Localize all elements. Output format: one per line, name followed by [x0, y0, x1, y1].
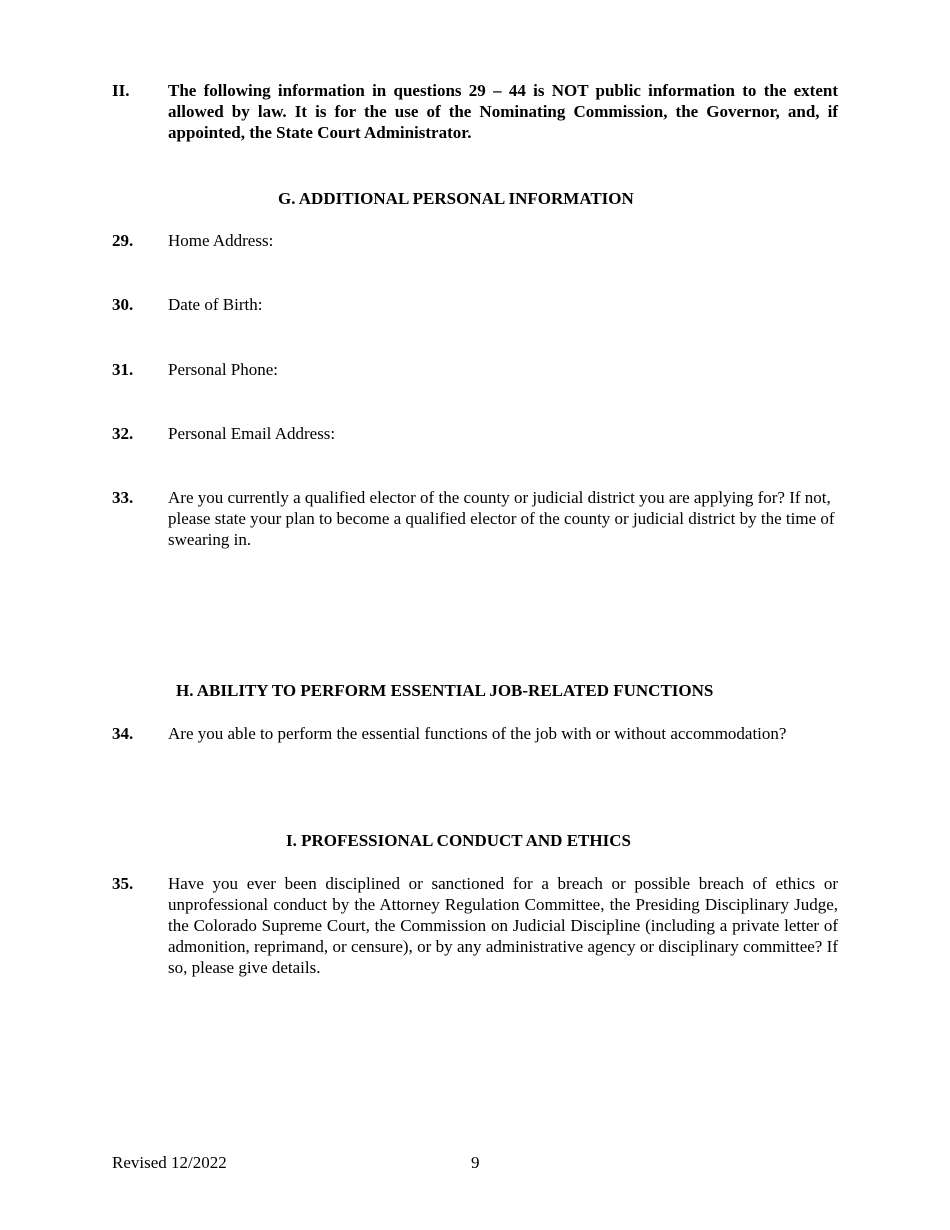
intro-number: II.: [112, 81, 130, 100]
question-text: Home Address:: [168, 231, 274, 250]
revision-date: Revised 12/2022: [112, 1153, 227, 1172]
page-number: 9: [471, 1153, 480, 1172]
question-number: 34.: [112, 724, 134, 743]
question-number: 32.: [112, 424, 134, 443]
question-text: Are you currently a qualified elector of the county or judicial district you are applying for? If not, please state your plan to become a qualified elector of the county or judicial district by the time of swearing in.: [168, 488, 835, 549]
question-text: Personal Email Address:: [168, 424, 336, 443]
section-heading-h: H. ABILITY TO PERFORM ESSENTIAL JOB-RELATED FUNCTIONS: [176, 681, 714, 700]
intro-text: The following information in questions 29 – 44 is NOT public information to the extent allowed by law. It is for the use of the Nominating Commission, the Governor, and, if appointed, the State Court Administrator.: [168, 81, 838, 142]
question-number: 29.: [112, 231, 134, 250]
question-number: 35.: [112, 874, 134, 893]
question-number: 31.: [112, 360, 134, 379]
question-number: 30.: [112, 295, 134, 314]
section-heading-g: G. ADDITIONAL PERSONAL INFORMATION: [278, 189, 634, 208]
question-text: Date of Birth:: [168, 295, 263, 314]
question-text: Personal Phone:: [168, 360, 279, 379]
question-text: Are you able to perform the essential functions of the job with or without accommodation?: [168, 724, 787, 743]
question-number: 33.: [112, 488, 134, 507]
question-text: Have you ever been disciplined or sanctioned for a breach or possible breach of ethics or unprofessional conduct by the Attorney Regulation Committee, the Presiding Disciplinary Judge, the Colorado Supreme Court, the Commission on Judicial Discipline (including a private letter of admonition, reprimand, or censure), or by any administrative agency or disciplinary committee? If so, please give details.: [168, 874, 838, 977]
section-heading-i: I. PROFESSIONAL CONDUCT AND ETHICS: [286, 831, 631, 850]
